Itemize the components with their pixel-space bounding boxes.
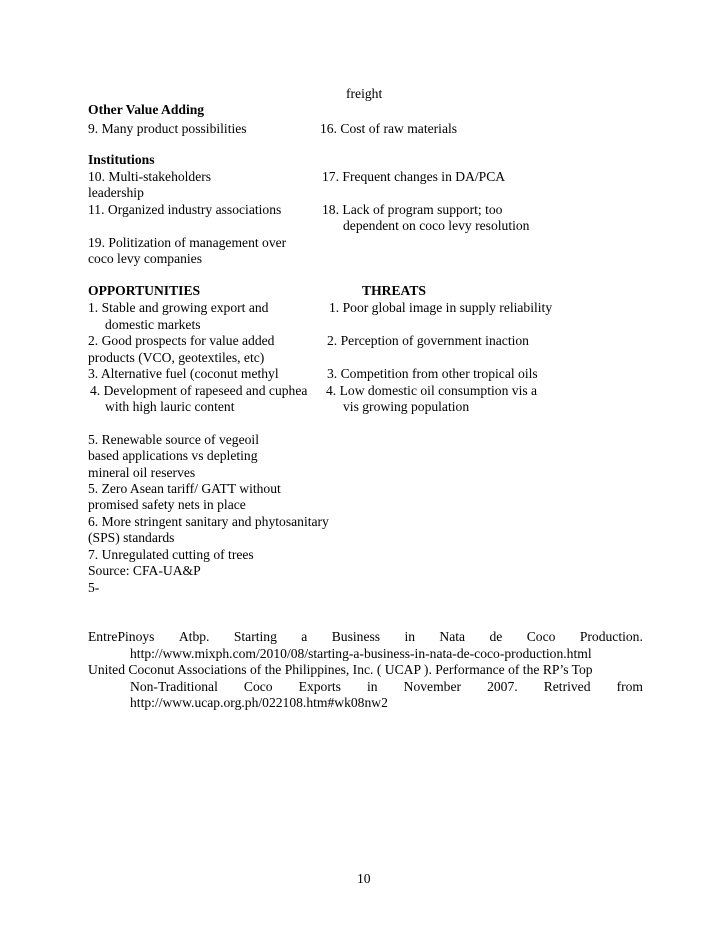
strength-11: 11. Organized industry associations [88, 202, 282, 217]
threat-4-line1: 4. Low domestic oil consumption vis a [326, 383, 538, 398]
weakness-19-line1: 19. Politization of management over [88, 235, 287, 250]
ref2-word: Coco [243, 679, 273, 694]
opportunity-5-line3: mineral oil reserves [88, 465, 196, 480]
ref1-word: Business [331, 629, 381, 644]
ref2-word: Exports [298, 679, 341, 694]
opportunity-2-line1: 2. Good prospects for value added [88, 333, 275, 348]
ref1-word: EntrePinoys [88, 629, 155, 644]
freight-text: freight [346, 86, 383, 101]
ref2-word: November [403, 679, 462, 694]
opportunity-5-line1: 5. Renewable source of vegeoil [88, 432, 259, 447]
threats-heading: THREATS [362, 283, 426, 298]
reference-2-line1: United Coconut Associations of the Philippines, Inc. ( UCAP ). Performance of the RP’s Top [88, 662, 593, 677]
threat-4-line2: vis growing population [343, 399, 470, 414]
strength-10-line1: 10. Multi-stakeholders [88, 169, 212, 184]
weakness-19-line2: coco levy companies [88, 251, 202, 266]
reference-1-url: http://www.mixph.com/2010/08/starting-a-business-in-nata-de-coco-production.html [130, 646, 592, 661]
opportunity-5-line2: based applications vs depleting [88, 448, 258, 463]
opportunity-3: 3. Alternative fuel (coconut methyl [88, 366, 279, 381]
other-value-adding-heading: Other Value Adding [88, 102, 205, 117]
section-marker: 5- [88, 580, 100, 595]
opportunity-7: 7. Unregulated cutting of trees [88, 547, 254, 562]
opportunity-5b-line1: 5. Zero Asean tariff/ GATT without [88, 481, 281, 496]
opportunity-6-line1: 6. More stringent sanitary and phytosanitary [88, 514, 329, 529]
opportunity-1-line2: domestic markets [105, 317, 201, 332]
reference-2-url: http://www.ucap.org.ph/022108.htm#wk08nw2 [130, 695, 388, 710]
ref2-word: Non-Traditional [130, 679, 218, 694]
opportunities-heading: OPPORTUNITIES [88, 283, 201, 298]
weakness-18-line1: 18. Lack of program support; too [322, 202, 503, 217]
ref1-word: a [301, 629, 308, 644]
weakness-18-line2: dependent on coco levy resolution [343, 218, 530, 233]
reference-2-line2 [130, 679, 643, 695]
ref2-word: from [616, 679, 643, 694]
weakness-17: 17. Frequent changes in DA/PCA [322, 169, 506, 184]
ref1-word: Nata [439, 629, 466, 644]
threat-1: 1. Poor global image in supply reliability [329, 300, 553, 315]
strength-9: 9. Many product possibilities [88, 121, 247, 136]
ref1-word: Coco [526, 629, 556, 644]
ref1-word: de [489, 629, 503, 644]
page-number: 10 [357, 871, 371, 886]
opportunity-1-line1: 1. Stable and growing export and [88, 300, 269, 315]
source-line: Source: CFA-UA&P [88, 563, 201, 578]
ref1-word: in [404, 629, 416, 644]
reference-1-line1 [88, 629, 643, 645]
ref2-word: 2007. [487, 679, 518, 694]
threat-2: 2. Perception of government inaction [327, 333, 529, 348]
ref1-word: Production. [579, 629, 643, 644]
opportunity-5b-line2: promised safety nets in place [88, 497, 246, 512]
opportunity-4-line2: with high lauric content [105, 399, 235, 414]
ref2-word: in [367, 679, 378, 694]
opportunity-2-line2: products (VCO, geotextiles, etc) [88, 350, 265, 365]
threat-3: 3. Competition from other tropical oils [327, 366, 538, 381]
ref1-word: Starting [233, 629, 277, 644]
strength-10-line2: leadership [88, 185, 144, 200]
institutions-heading: Institutions [88, 152, 155, 167]
weakness-16: 16. Cost of raw materials [320, 121, 458, 136]
opportunity-4-line1: 4. Development of rapeseed and cuphea [90, 383, 308, 398]
opportunity-6-line2: (SPS) standards [88, 530, 175, 545]
ref2-word: Retrived [543, 679, 591, 694]
ref1-word: Atbp. [178, 629, 210, 644]
